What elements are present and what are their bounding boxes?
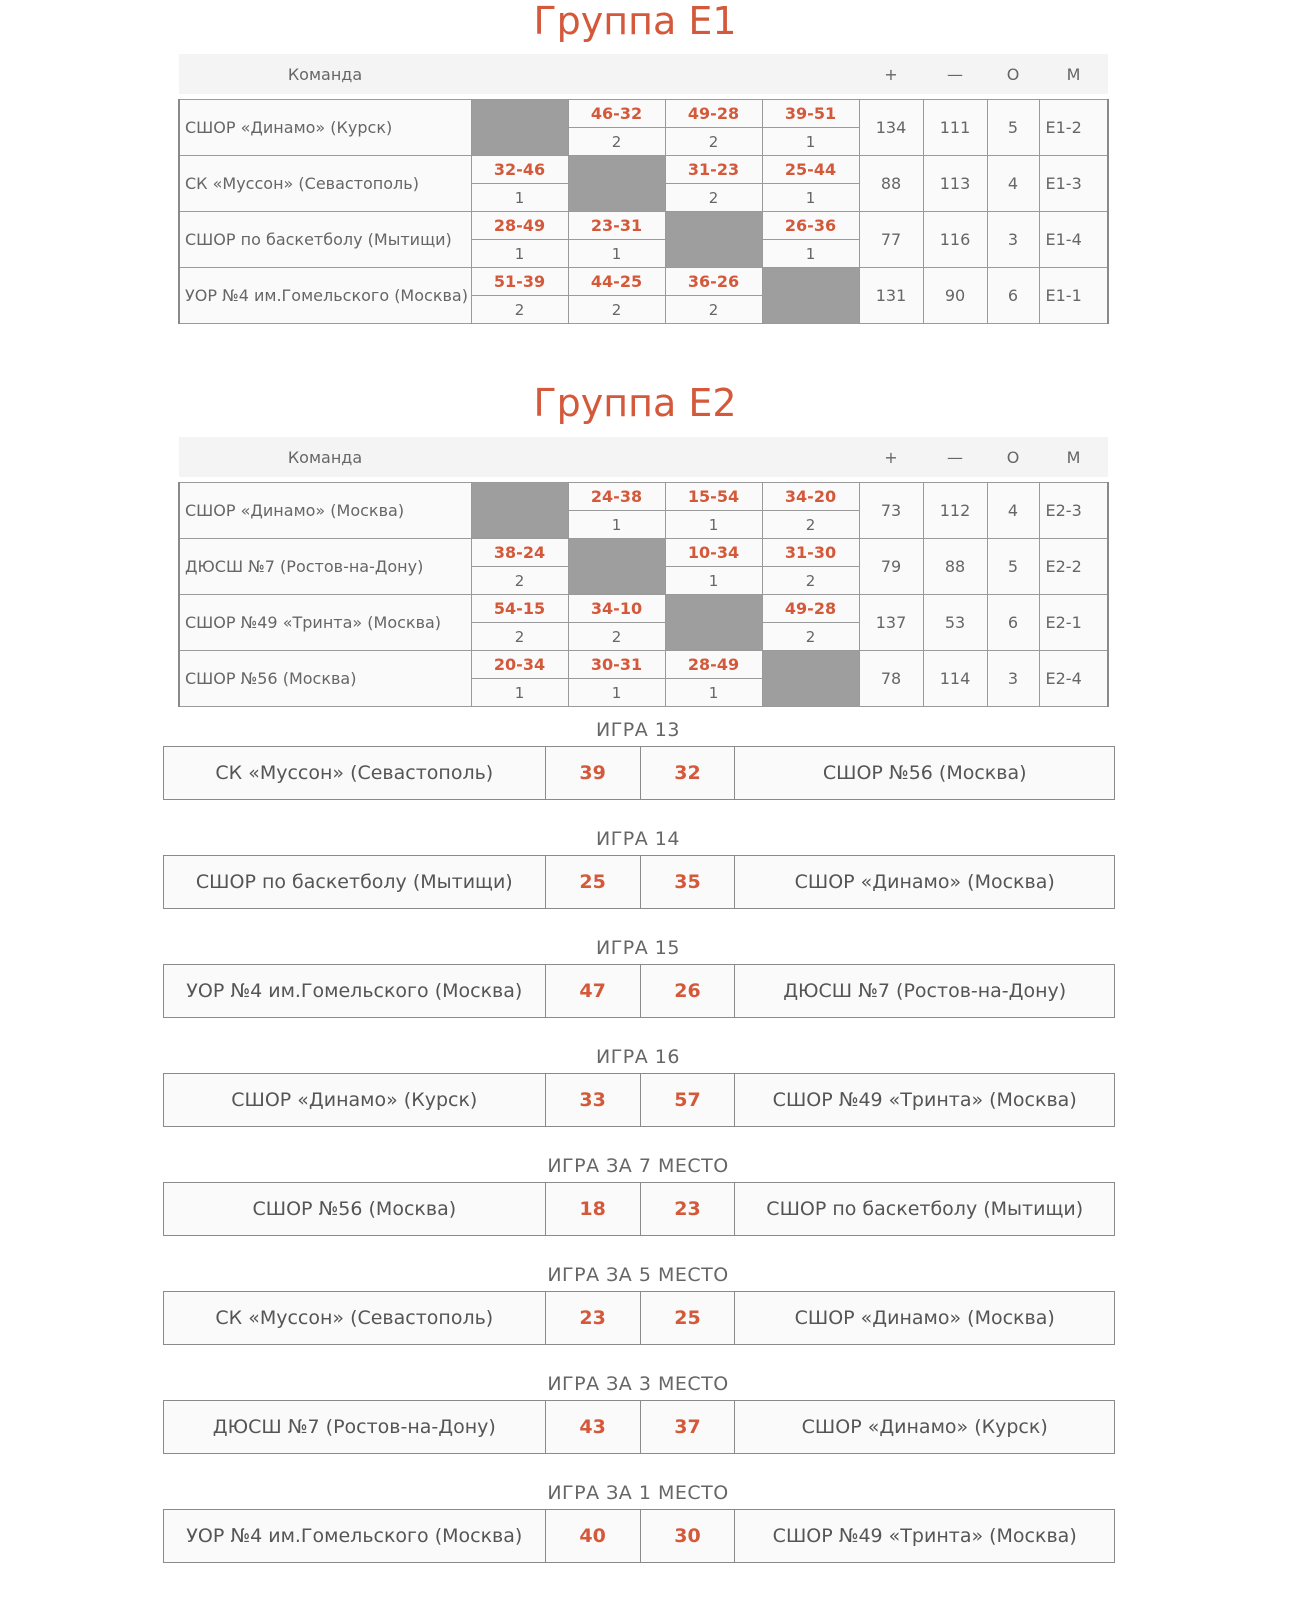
match-points: 2 <box>471 567 568 595</box>
plus-total: 77 <box>859 212 923 268</box>
points-total: 4 <box>987 483 1039 539</box>
away-team: СШОР «Динамо» (Москва) <box>735 856 1115 909</box>
game-table <box>163 1509 1115 1563</box>
game-row <box>164 1510 1115 1563</box>
match-score: 26-36 <box>762 212 859 240</box>
away-team: СШОР «Динамо» (Москва) <box>735 1292 1115 1345</box>
plus-total: 78 <box>859 651 923 707</box>
match-points: 1 <box>665 679 762 707</box>
points-total: 5 <box>987 100 1039 156</box>
match-score: 34-20 <box>762 483 859 511</box>
match-points: 2 <box>665 128 762 156</box>
header-points: О <box>987 437 1039 477</box>
match-points: 1 <box>762 128 859 156</box>
table-row <box>179 212 1108 240</box>
header-empty <box>471 54 568 94</box>
points-total: 5 <box>987 539 1039 595</box>
header-empty <box>568 437 665 477</box>
group-title: Группа E1 <box>533 0 737 43</box>
away-score: 26 <box>640 965 735 1018</box>
header-minus: — <box>923 437 987 477</box>
points-total: 6 <box>987 595 1039 651</box>
home-team: УОР №4 им.Гомельского (Москва) <box>164 1510 546 1563</box>
minus-total: 114 <box>923 651 987 707</box>
away-score: 25 <box>640 1292 735 1345</box>
match-points: 2 <box>471 623 568 651</box>
away-team: ДЮСШ №7 (Ростов-на-Дону) <box>735 965 1115 1018</box>
home-team: УОР №4 им.Гомельского (Москва) <box>164 965 546 1018</box>
points-total: 3 <box>987 651 1039 707</box>
game-row <box>164 856 1115 909</box>
minus-total: 90 <box>923 268 987 324</box>
match-score: 23-31 <box>568 212 665 240</box>
team-name: СК «Муссон» (Севастополь) <box>179 156 471 212</box>
match-points: 2 <box>762 567 859 595</box>
match-points: 1 <box>471 184 568 212</box>
team-name: ДЮСШ №7 (Ростов-на-Дону) <box>179 539 471 595</box>
plus-total: 73 <box>859 483 923 539</box>
match-points: 1 <box>665 511 762 539</box>
header-points: О <box>987 54 1039 94</box>
game-label: ИГРА 13 <box>596 719 680 741</box>
game-label: ИГРА ЗА 1 МЕСТО <box>547 1482 729 1504</box>
minus-total: 116 <box>923 212 987 268</box>
home-team: СК «Муссон» (Севастополь) <box>164 1292 546 1345</box>
team-name: СШОР «Динамо» (Москва) <box>179 483 471 539</box>
match-score: 54-15 <box>471 595 568 623</box>
place: E1-2 <box>1039 100 1108 156</box>
match-score: 31-23 <box>665 156 762 184</box>
table-header <box>179 437 1108 477</box>
table-row <box>179 100 1108 128</box>
table-row <box>179 651 1108 679</box>
match-score: 10-34 <box>665 539 762 567</box>
place: E2-4 <box>1039 651 1108 707</box>
game-label: ИГРА 15 <box>596 937 680 959</box>
points-total: 4 <box>987 156 1039 212</box>
match-score: 46-32 <box>568 100 665 128</box>
home-score: 25 <box>545 856 640 909</box>
header-empty <box>762 54 859 94</box>
minus-total: 113 <box>923 156 987 212</box>
points-total: 3 <box>987 212 1039 268</box>
match-score: 20-34 <box>471 651 568 679</box>
match-score: 30-31 <box>568 651 665 679</box>
away-team: СШОР по баскетболу (Мытищи) <box>735 1183 1115 1236</box>
game-table <box>163 1400 1115 1454</box>
header-empty <box>665 54 762 94</box>
game-table <box>163 855 1115 909</box>
plus-total: 79 <box>859 539 923 595</box>
game-row <box>164 747 1115 800</box>
home-team: СШОР №56 (Москва) <box>164 1183 546 1236</box>
game-table <box>163 1291 1115 1345</box>
header-plus: + <box>859 437 923 477</box>
match-score: 39-51 <box>762 100 859 128</box>
match-score: 44-25 <box>568 268 665 296</box>
away-score: 32 <box>640 747 735 800</box>
place: E1-1 <box>1039 268 1108 324</box>
points-total: 6 <box>987 268 1039 324</box>
header-place: М <box>1039 54 1108 94</box>
game-table <box>163 1182 1115 1236</box>
away-score: 30 <box>640 1510 735 1563</box>
match-points: 1 <box>471 679 568 707</box>
home-team: СК «Муссон» (Севастополь) <box>164 747 546 800</box>
place: E1-4 <box>1039 212 1108 268</box>
minus-total: 53 <box>923 595 987 651</box>
game-row <box>164 1292 1115 1345</box>
home-score: 33 <box>545 1074 640 1127</box>
place: E1-3 <box>1039 156 1108 212</box>
match-points: 2 <box>568 623 665 651</box>
group-table <box>178 54 1109 324</box>
game-label: ИГРА 16 <box>596 1046 680 1068</box>
home-score: 39 <box>545 747 640 800</box>
header-plus: + <box>859 54 923 94</box>
home-score: 40 <box>545 1510 640 1563</box>
match-points: 1 <box>762 240 859 268</box>
match-points: 2 <box>665 296 762 324</box>
match-score: 25-44 <box>762 156 859 184</box>
match-score: 28-49 <box>471 212 568 240</box>
header-empty <box>762 437 859 477</box>
home-score: 18 <box>545 1183 640 1236</box>
match-score: 38-24 <box>471 539 568 567</box>
game-row <box>164 1074 1115 1127</box>
header-team: Команда <box>179 437 471 477</box>
diagonal-cell <box>762 268 859 324</box>
match-points: 2 <box>568 128 665 156</box>
diagonal-cell <box>471 483 568 539</box>
header-team: Команда <box>179 54 471 94</box>
match-score: 15-54 <box>665 483 762 511</box>
match-points: 1 <box>568 679 665 707</box>
header-empty <box>471 437 568 477</box>
diagonal-cell <box>568 156 665 212</box>
header-empty <box>568 54 665 94</box>
away-score: 37 <box>640 1401 735 1454</box>
match-points: 2 <box>568 296 665 324</box>
minus-total: 88 <box>923 539 987 595</box>
home-team: СШОР «Динамо» (Курск) <box>164 1074 546 1127</box>
home-team: СШОР по баскетболу (Мытищи) <box>164 856 546 909</box>
match-score: 28-49 <box>665 651 762 679</box>
away-team: СШОР №56 (Москва) <box>735 747 1115 800</box>
match-score: 32-46 <box>471 156 568 184</box>
match-points: 1 <box>471 240 568 268</box>
match-points: 1 <box>665 567 762 595</box>
team-name: СШОР «Динамо» (Курск) <box>179 100 471 156</box>
diagonal-cell <box>762 651 859 707</box>
match-points: 1 <box>762 184 859 212</box>
game-row <box>164 1183 1115 1236</box>
game-label: ИГРА ЗА 3 МЕСТО <box>547 1373 729 1395</box>
away-score: 23 <box>640 1183 735 1236</box>
group-title: Группа E2 <box>533 381 737 425</box>
match-score: 49-28 <box>762 595 859 623</box>
away-team: СШОР «Динамо» (Курск) <box>735 1401 1115 1454</box>
home-team: ДЮСШ №7 (Ростов-на-Дону) <box>164 1401 546 1454</box>
minus-total: 111 <box>923 100 987 156</box>
table-row <box>179 156 1108 184</box>
plus-total: 137 <box>859 595 923 651</box>
table-header <box>179 54 1108 94</box>
game-table <box>163 964 1115 1018</box>
match-score: 49-28 <box>665 100 762 128</box>
game-table <box>163 1073 1115 1127</box>
game-table <box>163 746 1115 800</box>
place: E2-3 <box>1039 483 1108 539</box>
away-score: 57 <box>640 1074 735 1127</box>
team-name: СШОР №49 «Тринта» (Москва) <box>179 595 471 651</box>
table-row <box>179 595 1108 623</box>
table-row <box>179 539 1108 567</box>
home-score: 23 <box>545 1292 640 1345</box>
diagonal-cell <box>665 212 762 268</box>
team-name: СШОР по баскетболу (Мытищи) <box>179 212 471 268</box>
table-row <box>179 483 1108 511</box>
away-team: СШОР №49 «Тринта» (Москва) <box>735 1510 1115 1563</box>
place: E2-1 <box>1039 595 1108 651</box>
match-points: 2 <box>471 296 568 324</box>
game-label: ИГРА ЗА 7 МЕСТО <box>547 1155 729 1177</box>
header-minus: — <box>923 54 987 94</box>
header-place: М <box>1039 437 1108 477</box>
team-name: УОР №4 им.Гомельского (Москва) <box>179 268 471 324</box>
game-label: ИГРА ЗА 5 МЕСТО <box>547 1264 729 1286</box>
diagonal-cell <box>568 539 665 595</box>
group-table <box>178 437 1109 707</box>
team-name: СШОР №56 (Москва) <box>179 651 471 707</box>
plus-total: 131 <box>859 268 923 324</box>
match-points: 2 <box>762 511 859 539</box>
home-score: 43 <box>545 1401 640 1454</box>
plus-total: 88 <box>859 156 923 212</box>
match-points: 2 <box>665 184 762 212</box>
away-team: СШОР №49 «Тринта» (Москва) <box>735 1074 1115 1127</box>
match-score: 31-30 <box>762 539 859 567</box>
away-score: 35 <box>640 856 735 909</box>
minus-total: 112 <box>923 483 987 539</box>
match-score: 34-10 <box>568 595 665 623</box>
game-row <box>164 965 1115 1018</box>
header-empty <box>665 437 762 477</box>
place: E2-2 <box>1039 539 1108 595</box>
table-row <box>179 268 1108 296</box>
diagonal-cell <box>471 100 568 156</box>
match-score: 24-38 <box>568 483 665 511</box>
match-points: 2 <box>762 623 859 651</box>
game-label: ИГРА 14 <box>596 828 680 850</box>
match-points: 1 <box>568 511 665 539</box>
home-score: 47 <box>545 965 640 1018</box>
diagonal-cell <box>665 595 762 651</box>
match-points: 1 <box>568 240 665 268</box>
match-score: 36-26 <box>665 268 762 296</box>
plus-total: 134 <box>859 100 923 156</box>
match-score: 51-39 <box>471 268 568 296</box>
game-row <box>164 1401 1115 1454</box>
